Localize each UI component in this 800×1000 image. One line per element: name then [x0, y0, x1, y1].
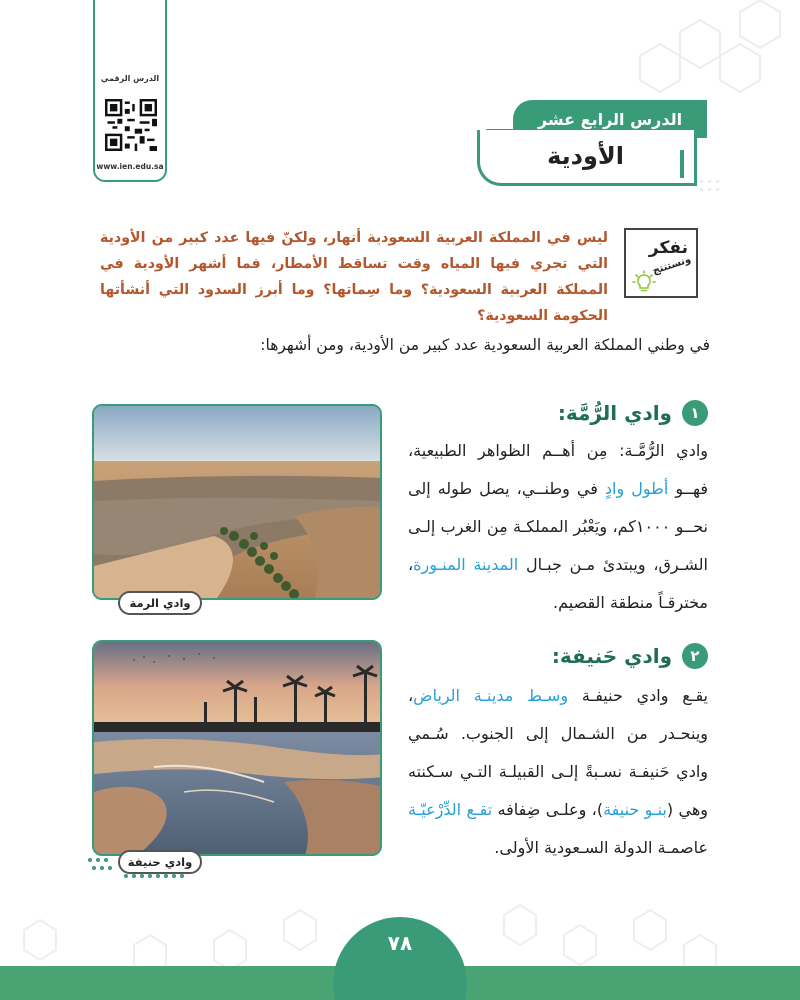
wadi-rumah-photo	[92, 404, 382, 600]
section-2-paragraph	[408, 677, 708, 867]
digital-lesson-url[interactable]: www.ien.edu.sa	[96, 162, 164, 171]
page-number: ٧٨	[333, 917, 467, 1000]
decorative-dots	[86, 846, 196, 886]
section-number-badge: ١	[682, 400, 708, 426]
highlight-term: المدينة المنـورة	[413, 555, 519, 574]
lesson-title: الأودية	[547, 142, 624, 170]
section-2-heading	[552, 643, 708, 669]
intro-text: في وطني المملكة العربية السعودية عدد كبير من الأودية، ومن أشهرها:	[260, 336, 710, 354]
think-conclude-badge	[624, 228, 698, 298]
paragraph-text: عاصمـة الدولة السـعودية الأولى.	[494, 838, 708, 857]
section-title: وادي حَنيفة:	[551, 644, 672, 668]
qr-code-icon[interactable]	[105, 99, 157, 151]
digital-lesson-label: الدرس الرقمي	[100, 74, 160, 83]
wadi-hanifa-caption: وادي حنيفة	[118, 850, 202, 874]
highlight-term: أطول وادٍ	[604, 479, 669, 498]
paragraph-text: )، وعلـى ضِفافه	[492, 800, 604, 819]
lesson-number-tab: الدرس الرابع عشر	[513, 100, 707, 138]
title-accent-bar	[680, 150, 684, 178]
highlight-term: بنـو حنيفة	[603, 800, 667, 819]
think-badge-sub: ونستنتج	[651, 254, 693, 277]
wadi-hanifa-photo	[92, 640, 382, 856]
think-question-text: ليس في المملكة العربية السعودية أنهار، ولكنّ فيها عدد كبير من الأودية التي تجري فيها المياه وقت تساقط الأمطار، فما أشهر الأودية في المملكة العربية السعودية؟ وما سِماتها؟ وما أبرز السدود التي أنشأتها الحكومة السعودية؟	[100, 230, 608, 324]
think-badge-main: نفكر	[648, 238, 688, 258]
paragraph-text: ، وينحـدر من الشـمال إلى الجنوب. سُـمي وادي حَنيفـة نسـبةً إلـى القبيلـة التـي سـكنته وهي (	[408, 686, 709, 819]
section-1-heading	[558, 400, 708, 426]
lightbulb-icon	[632, 270, 656, 294]
highlight-term: وسـط مدينـة الرياض	[413, 686, 569, 705]
section-title: وادي الرُّمَّة:	[557, 401, 672, 425]
highlight-term: تقـع الدِّرْعيّـة	[408, 800, 493, 819]
paragraph-text: في وطنــي، يصل طوله إلى نحــو ١٠٠٠كم، ويَعْبُر المملكـة مِن الغرب إلـى الشـرق، ويبتدئ مـن جبـال	[408, 479, 709, 574]
paragraph-text: ، مخترقـاً منطقة القصيم.	[408, 555, 708, 612]
section-number-badge: ٢	[682, 643, 708, 669]
lesson-title-box	[477, 130, 697, 186]
section-1-paragraph	[408, 432, 708, 622]
digital-lesson-card[interactable]	[93, 0, 167, 182]
paragraph-text: وادي الرُّمَّـة: مِن أهــم الظواهر الطبيعية، فهــو	[408, 441, 708, 498]
paragraph-text: يقـع وادي حنيفـة	[568, 686, 709, 705]
wadi-rumah-caption: وادي الرمة	[118, 591, 202, 615]
